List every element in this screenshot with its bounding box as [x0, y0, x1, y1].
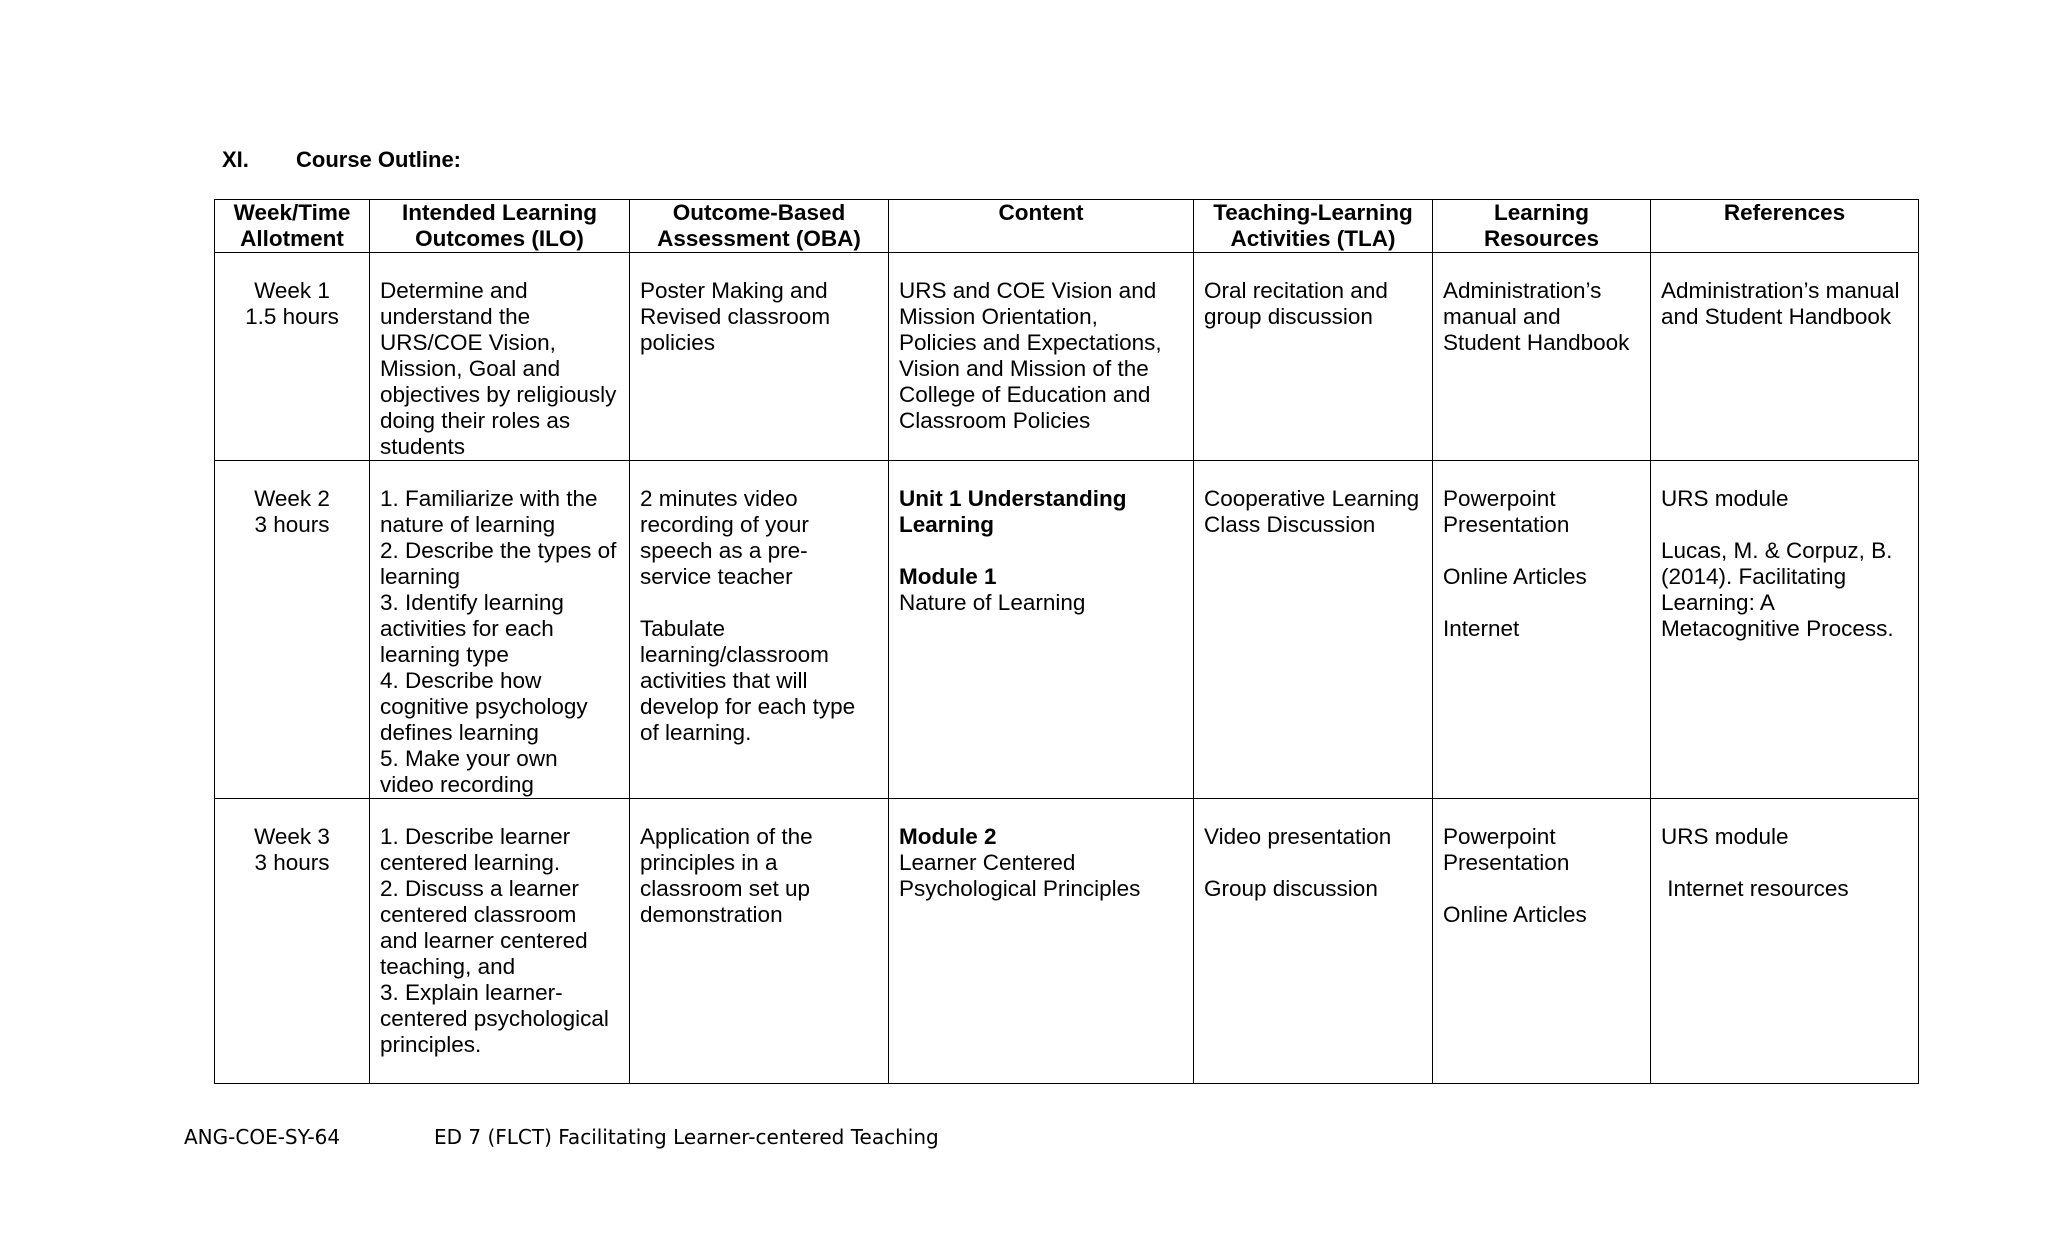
cell-week: Week 1 1.5 hours	[215, 253, 370, 461]
table-row	[215, 253, 1919, 461]
cell-oba: Application of the principles in a classroom set up demonstration	[630, 799, 889, 1084]
cell-references: URS module Internet resources	[1651, 799, 1919, 1084]
section-number: XI.	[222, 147, 249, 172]
header-week-time-allotment: Week/Time Allotment	[215, 200, 370, 253]
cell-week: Week 2 3 hours	[215, 461, 370, 799]
cell-week: Week 3 3 hours	[215, 799, 370, 1084]
cell-references: URS module Lucas, M. & Corpuz, B. (2014). Facilitating Learning: A Metacognitive Process.	[1651, 461, 1919, 799]
cell-tla: Video presentation Group discussion	[1194, 799, 1433, 1084]
table-row	[215, 799, 1919, 1084]
footer-course-title: ED 7 (FLCT) Facilitating Learner-centered Teaching	[434, 1125, 939, 1149]
cell-oba: 2 minutes video recording of your speech as a pre- service teacher Tabulate learning/classroom activities that will develop for each type of learning.	[630, 461, 889, 799]
header-teaching-learning-activities: Teaching-Learning Activities (TLA)	[1194, 200, 1433, 253]
section-heading	[222, 146, 461, 174]
cell-ilo: 1. Describe learner centered learning. 2. Discuss a learner centered classroom and learner centered teaching, and 3. Explain learner- centered psychological principles.	[370, 799, 630, 1084]
footer-document-code: ANG-COE-SY-64	[184, 1125, 341, 1149]
header-learning-resources: Learning Resources	[1433, 200, 1651, 253]
header-references: References	[1651, 200, 1919, 253]
cell-content: Unit 1 Understanding Learning Module 1 Nature of Learning	[889, 461, 1194, 799]
table-header-row	[215, 200, 1919, 253]
cell-ilo: Determine and understand the URS/COE Vision, Mission, Goal and objectives by religiously doing their roles as students	[370, 253, 630, 461]
section-title: Course Outline:	[296, 147, 462, 172]
cell-tla: Oral recitation and group discussion	[1194, 253, 1433, 461]
cell-content: Module 2 Learner Centered Psychological Principles	[889, 799, 1194, 1084]
course-outline-table	[214, 199, 1919, 1084]
cell-resources: Administration’s manual and Student Handbook	[1433, 253, 1651, 461]
cell-oba: Poster Making and Revised classroom policies	[630, 253, 889, 461]
table-row	[215, 461, 1919, 799]
cell-content: URS and COE Vision and Mission Orientation, Policies and Expectations, Vision and Mission of the College of Education and Classroom Policies	[889, 253, 1194, 461]
cell-references: Administration’s manual and Student Handbook	[1651, 253, 1919, 461]
header-content: Content	[889, 200, 1194, 253]
cell-tla: Cooperative Learning Class Discussion	[1194, 461, 1433, 799]
cell-ilo: 1. Familiarize with the nature of learning 2. Describe the types of learning 3. Identify learning activities for each learning type 4. Describe how cognitive psychology defines learning 5. Make your own video recording	[370, 461, 630, 799]
header-outcome-based-assessment: Outcome-Based Assessment (OBA)	[630, 200, 889, 253]
cell-resources: Powerpoint Presentation Online Articles Internet	[1433, 461, 1651, 799]
header-intended-learning-outcomes: Intended Learning Outcomes (ILO)	[370, 200, 630, 253]
cell-resources: Powerpoint Presentation Online Articles	[1433, 799, 1651, 1084]
